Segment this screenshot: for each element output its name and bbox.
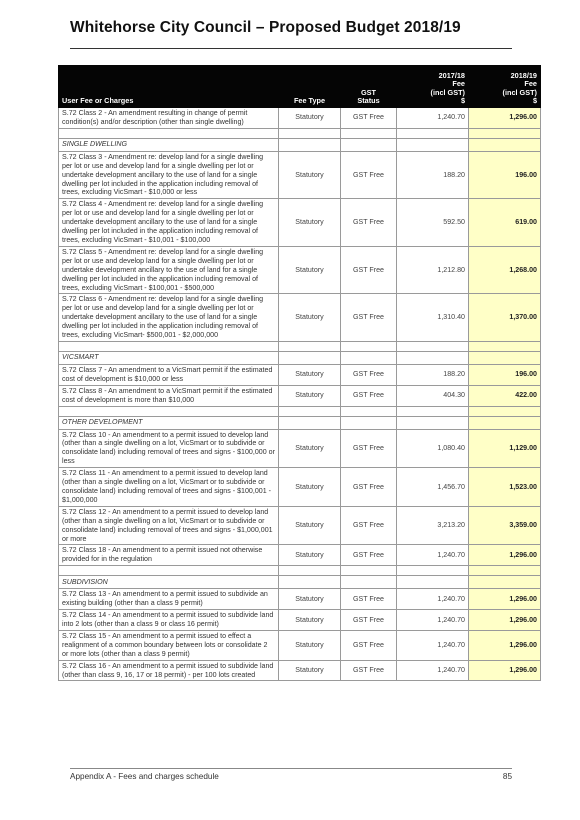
fee-2018-19: 3,359.00 bbox=[469, 506, 541, 545]
fee-2018-19: 1,268.00 bbox=[469, 246, 541, 294]
spacer-cell bbox=[397, 128, 469, 138]
gst-status: GST Free bbox=[341, 429, 397, 468]
gst-status: GST Free bbox=[341, 294, 397, 342]
fee-2017-18: 188.20 bbox=[397, 151, 469, 199]
fee-2017-18: 1,456.70 bbox=[397, 468, 469, 507]
spacer-cell bbox=[469, 406, 541, 416]
fee-2017-18: 1,310.40 bbox=[397, 294, 469, 342]
table-header-row bbox=[59, 66, 541, 108]
fee-description: S.72 Class 18 - An amendment to a permit issued not otherwise provided for in the regulation bbox=[59, 545, 279, 566]
fee-2018-19: 196.00 bbox=[469, 364, 541, 385]
fee-description: S.72 Class 11 - An amendment to a permit issued to develop land (other than a single dwelling on a lot, VicSmart or to subdivide or consolidate land) including removal of trees and signs - $100,001 - $1,000,000 bbox=[59, 468, 279, 507]
fee-description: S.72 Class 3 - Amendment re: develop land for a single dwelling per lot or use and develop land for a single dwelling per lot or undertake development ancillary to the use of land for a single dwelling per lot included in the application including removal of trees, excluding VicSmart - $10,000 or less bbox=[59, 151, 279, 199]
fee-2017-18: 404.30 bbox=[397, 385, 469, 406]
spacer-row bbox=[59, 566, 541, 576]
spacer-row bbox=[59, 406, 541, 416]
spacer-cell bbox=[59, 406, 279, 416]
header-fee-2018-line: 2018/19 bbox=[510, 70, 537, 80]
gst-status: GST Free bbox=[341, 545, 397, 566]
section-heading-row bbox=[59, 351, 541, 364]
spacer-cell bbox=[469, 128, 541, 138]
fee-2018-19: 1,296.00 bbox=[469, 108, 541, 129]
fee-2018-19: 1,296.00 bbox=[469, 545, 541, 566]
gst-status: GST Free bbox=[341, 108, 397, 129]
fee-2018-19: 1,523.00 bbox=[469, 468, 541, 507]
fee-type: Statutory bbox=[279, 545, 341, 566]
header-fee-2017-line: 2017/18 bbox=[438, 70, 465, 80]
fee-2018-19: 196.00 bbox=[469, 151, 541, 199]
footer-page-number: 85 bbox=[502, 772, 512, 781]
spacer-cell bbox=[397, 406, 469, 416]
empty-cell bbox=[397, 576, 469, 589]
table-row bbox=[59, 506, 541, 545]
empty-cell bbox=[397, 138, 469, 151]
fee-2017-18: 1,240.70 bbox=[397, 630, 469, 660]
fee-type: Statutory bbox=[279, 108, 341, 129]
gst-status: GST Free bbox=[341, 364, 397, 385]
fee-2018-19: 1,296.00 bbox=[469, 630, 541, 660]
fee-description: S.72 Class 4 - Amendment re: develop land for a single dwelling per lot or use and develop land for a single dwelling per lot or undertake development ancillary to the use of land for a single dwelling per lot included in the application including removal of trees, excluding VicSmart - $10,001 - $100,000 bbox=[59, 199, 279, 247]
section-heading-row bbox=[59, 416, 541, 429]
spacer-cell bbox=[59, 566, 279, 576]
fee-2018-19: 1,370.00 bbox=[469, 294, 541, 342]
section-heading: OTHER DEVELOPMENT bbox=[59, 416, 279, 429]
spacer-cell bbox=[341, 128, 397, 138]
header-fee-2018-line: (incl GST) bbox=[502, 87, 537, 97]
fee-type: Statutory bbox=[279, 630, 341, 660]
spacer-row bbox=[59, 128, 541, 138]
table-row bbox=[59, 199, 541, 247]
empty-cell bbox=[397, 416, 469, 429]
fee-description: S.72 Class 14 - An amendment to a permit issued to subdivide land into 2 lots (other than a class 9 or class 16 permit) bbox=[59, 610, 279, 631]
table-row bbox=[59, 246, 541, 294]
table-row bbox=[59, 468, 541, 507]
fee-description: S.72 Class 6 - Amendment re: develop land for a single dwelling per lot or use and develop land for a single dwelling per lot or undertake development ancillary to the use of land for a single dwelling per lot included in the application including removal of trees, excluding VicSmart- $500,001 - $2,000,000 bbox=[59, 294, 279, 342]
fee-type: Statutory bbox=[279, 294, 341, 342]
empty-cell bbox=[341, 416, 397, 429]
fee-description: S.72 Class 12 - An amendment to a permit issued to develop land (other than a single dwelling on a lot, VicSmart or to subdivide or consolidate land) including removal of trees and signs - $1,000,001 or more bbox=[59, 506, 279, 545]
table-row bbox=[59, 589, 541, 610]
empty-cell bbox=[279, 138, 341, 151]
empty-cell bbox=[469, 351, 541, 364]
spacer-cell bbox=[59, 341, 279, 351]
header-fee-2017 bbox=[397, 66, 469, 108]
table-row bbox=[59, 610, 541, 631]
empty-cell bbox=[279, 576, 341, 589]
table-row bbox=[59, 660, 541, 681]
header-fee-2017-line: $ bbox=[460, 96, 465, 106]
title-divider bbox=[70, 48, 512, 49]
spacer-cell bbox=[279, 566, 341, 576]
fee-type: Statutory bbox=[279, 246, 341, 294]
spacer-cell bbox=[279, 406, 341, 416]
fee-description: S.72 Class 7 - An amendment to a VicSmart permit if the estimated cost of development is $10,000 or less bbox=[59, 364, 279, 385]
header-fee-2018-line: Fee bbox=[524, 79, 537, 89]
header-gst-status bbox=[341, 66, 397, 108]
empty-cell bbox=[469, 138, 541, 151]
header-fee-2017-line: (incl GST) bbox=[430, 87, 465, 97]
header-fee-type: Fee Type bbox=[279, 66, 341, 108]
table-row bbox=[59, 385, 541, 406]
section-heading-row bbox=[59, 138, 541, 151]
footer-document-label: Appendix A - Fees and charges schedule bbox=[70, 772, 219, 781]
empty-cell bbox=[397, 351, 469, 364]
spacer-cell bbox=[397, 566, 469, 576]
spacer-cell bbox=[341, 406, 397, 416]
fee-2017-18: 1,240.70 bbox=[397, 545, 469, 566]
table-row bbox=[59, 364, 541, 385]
fee-2018-19: 1,296.00 bbox=[469, 660, 541, 681]
table-row bbox=[59, 294, 541, 342]
section-heading: SUBDIVISION bbox=[59, 576, 279, 589]
fee-2017-18: 1,240.70 bbox=[397, 108, 469, 129]
empty-cell bbox=[341, 138, 397, 151]
empty-cell bbox=[279, 351, 341, 364]
gst-status: GST Free bbox=[341, 385, 397, 406]
fee-2017-18: 592.50 bbox=[397, 199, 469, 247]
spacer-cell bbox=[279, 128, 341, 138]
table-row bbox=[59, 545, 541, 566]
header-fee-2018-line: $ bbox=[532, 96, 537, 106]
empty-cell bbox=[341, 351, 397, 364]
fee-2018-19: 1,129.00 bbox=[469, 429, 541, 468]
empty-cell bbox=[279, 416, 341, 429]
empty-cell bbox=[341, 576, 397, 589]
fee-type: Statutory bbox=[279, 506, 341, 545]
fee-2017-18: 1,240.70 bbox=[397, 589, 469, 610]
fee-type: Statutory bbox=[279, 429, 341, 468]
gst-status: GST Free bbox=[341, 610, 397, 631]
header-gst-line: Status bbox=[357, 96, 380, 106]
fee-type: Statutory bbox=[279, 364, 341, 385]
header-fee-2017-line: Fee bbox=[452, 79, 465, 89]
fee-2017-18: 1,080.40 bbox=[397, 429, 469, 468]
fee-2018-19: 422.00 bbox=[469, 385, 541, 406]
spacer-cell bbox=[341, 566, 397, 576]
fee-description: S.72 Class 13 - An amendment to a permit issued to subdivide an existing building (other than a class 9 permit) bbox=[59, 589, 279, 610]
empty-cell bbox=[469, 416, 541, 429]
fee-2017-18: 188.20 bbox=[397, 364, 469, 385]
section-heading: SINGLE DWELLING bbox=[59, 138, 279, 151]
fee-2018-19: 619.00 bbox=[469, 199, 541, 247]
fee-description: S.72 Class 2 - An amendment resulting in change of permit condition(s) and/or description (other than single dwelling) bbox=[59, 108, 279, 129]
gst-status: GST Free bbox=[341, 199, 397, 247]
gst-status: GST Free bbox=[341, 589, 397, 610]
fee-type: Statutory bbox=[279, 589, 341, 610]
fee-2018-19: 1,296.00 bbox=[469, 610, 541, 631]
fee-description: S.72 Class 5 - Amendment re: develop land for a single dwelling per lot or use and develop land for a single dwelling per lot or undertake development ancillary to the use of land for a single dwelling per lot included in the application including removal of trees, excluding VicSmart - $100,001 - $500,000 bbox=[59, 246, 279, 294]
gst-status: GST Free bbox=[341, 246, 397, 294]
page-title: Whitehorse City Council – Proposed Budget 2018/19 bbox=[70, 19, 461, 36]
fee-2017-18: 1,240.70 bbox=[397, 660, 469, 681]
fee-2017-18: 1,240.70 bbox=[397, 610, 469, 631]
header-gst-line: GST bbox=[361, 87, 376, 97]
fees-table-body bbox=[59, 108, 541, 681]
section-heading-row bbox=[59, 576, 541, 589]
fee-type: Statutory bbox=[279, 660, 341, 681]
fee-type: Statutory bbox=[279, 610, 341, 631]
table-row bbox=[59, 108, 541, 129]
fee-description: S.72 Class 8 - An amendment to a VicSmart permit if the estimated cost of development is more than $10,000 bbox=[59, 385, 279, 406]
fee-type: Statutory bbox=[279, 468, 341, 507]
table-row bbox=[59, 630, 541, 660]
fee-type: Statutory bbox=[279, 199, 341, 247]
spacer-row bbox=[59, 341, 541, 351]
fee-description: S.72 Class 15 - An amendment to a permit issued to effect a realignment of a common boundary between lots or consolidate 2 or more lots (other than a class 9 permit) bbox=[59, 630, 279, 660]
spacer-cell bbox=[397, 341, 469, 351]
header-description: User Fee or Charges bbox=[59, 66, 279, 108]
table-row bbox=[59, 151, 541, 199]
table-row bbox=[59, 429, 541, 468]
spacer-cell bbox=[341, 341, 397, 351]
spacer-cell bbox=[279, 341, 341, 351]
spacer-cell bbox=[469, 566, 541, 576]
gst-status: GST Free bbox=[341, 151, 397, 199]
gst-status: GST Free bbox=[341, 630, 397, 660]
fee-2018-19: 1,296.00 bbox=[469, 589, 541, 610]
header-fee-2018 bbox=[469, 66, 541, 108]
gst-status: GST Free bbox=[341, 506, 397, 545]
spacer-cell bbox=[59, 128, 279, 138]
fee-description: S.72 Class 16 - An amendment to a permit issued to subdivide land (other than class 9, 16, 17 or 18 permit) - per 100 lots created bbox=[59, 660, 279, 681]
fee-description: S.72 Class 10 - An amendment to a permit issued to develop land (other than a single dwelling on a lot, VicSmart or to subdivide or consolidate land) including removal of trees and signs - $100,000 or less bbox=[59, 429, 279, 468]
gst-status: GST Free bbox=[341, 468, 397, 507]
footer-divider bbox=[70, 768, 512, 769]
spacer-cell bbox=[469, 341, 541, 351]
fee-type: Statutory bbox=[279, 385, 341, 406]
empty-cell bbox=[469, 576, 541, 589]
fees-table bbox=[58, 65, 541, 681]
fee-2017-18: 3,213.20 bbox=[397, 506, 469, 545]
fee-2017-18: 1,212.80 bbox=[397, 246, 469, 294]
gst-status: GST Free bbox=[341, 660, 397, 681]
section-heading: VICSMART bbox=[59, 351, 279, 364]
fee-type: Statutory bbox=[279, 151, 341, 199]
